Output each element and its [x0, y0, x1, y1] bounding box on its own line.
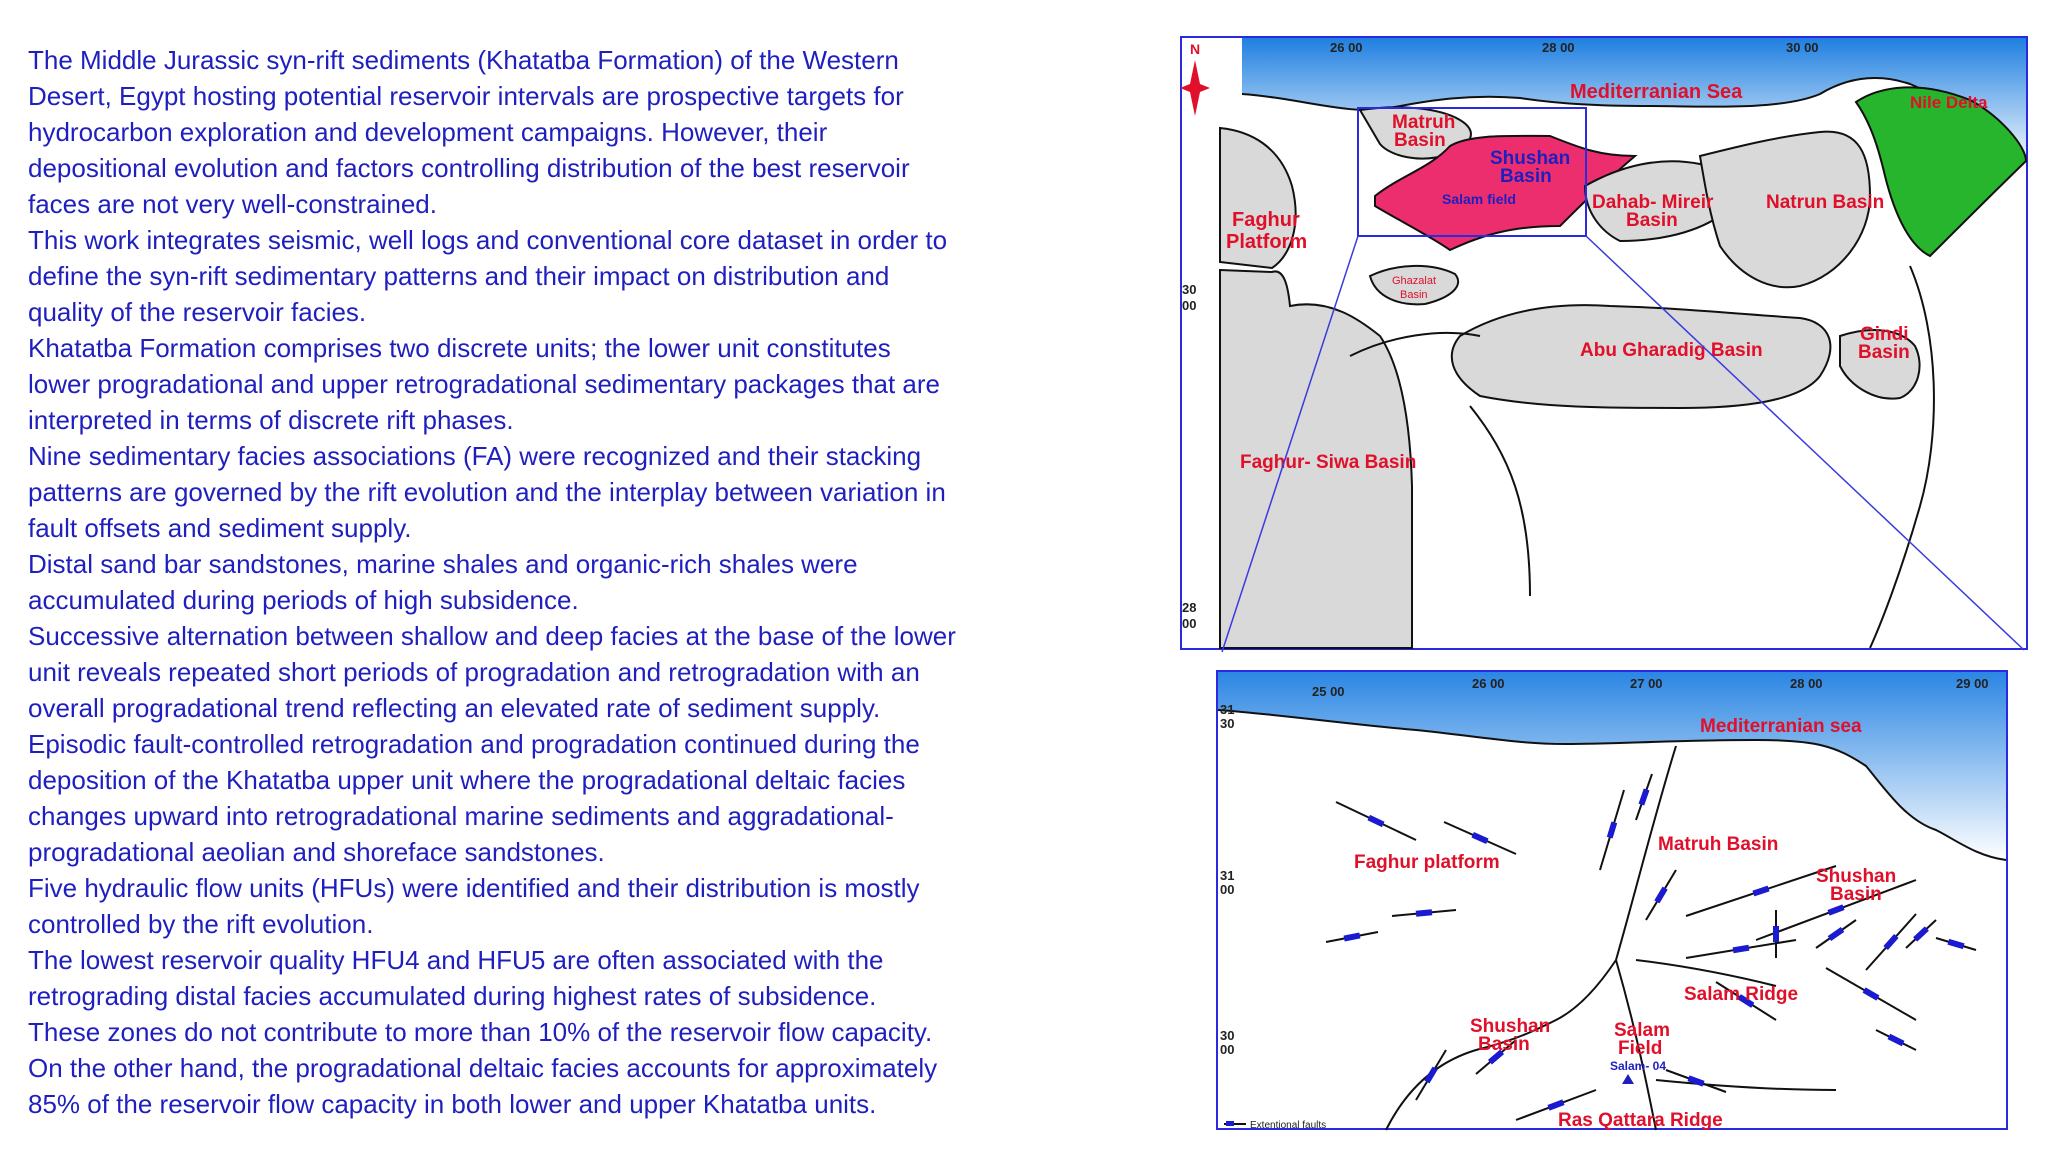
abstract-line: progradational aeolian and shoreface sandstones. [28, 837, 605, 867]
abstract-line: patterns are governed by the rift evolution and the interplay between variation in [28, 477, 946, 507]
svg-text:Field: Field [1618, 1038, 1663, 1059]
abstract-line: Five hydraulic flow units (HFUs) were identified and their distribution is mostly [28, 873, 920, 903]
abstract-line: accumulated during periods of high subsidence. [28, 585, 579, 615]
abstract-line: The lowest reservoir quality HFU4 and HFU5 are often associated with the [28, 945, 884, 975]
svg-text:30: 30 [1220, 716, 1235, 731]
svg-text:00: 00 [1220, 1042, 1235, 1057]
svg-text:26 00: 26 00 [1330, 40, 1363, 55]
svg-text:Abu Gharadig Basin: Abu Gharadig Basin [1580, 340, 1763, 361]
svg-text:Salam: Salam [1614, 1020, 1670, 1041]
abstract-line: deposition of the Khatatba upper unit where the progradational deltaic facies [28, 765, 906, 795]
svg-text:00: 00 [1182, 298, 1197, 313]
svg-text:Salam field: Salam field [1442, 191, 1516, 207]
svg-text:Dahab- Mireir: Dahab- Mireir [1592, 192, 1714, 213]
svg-text:Faghur- Siwa Basin: Faghur- Siwa Basin [1240, 452, 1417, 473]
svg-text:Faghur: Faghur [1232, 209, 1300, 231]
svg-text:Matruh Basin: Matruh Basin [1658, 834, 1779, 855]
svg-text:30 00: 30 00 [1786, 40, 1819, 55]
abstract-line: These zones do not contribute to more than 10% of the reservoir flow capacity. [28, 1017, 933, 1047]
svg-text:30: 30 [1220, 1028, 1235, 1043]
abstract-line: faces are not very well-constrained. [28, 189, 437, 219]
svg-text:25 00: 25 00 [1312, 684, 1345, 699]
abstract-line: Distal sand bar sandstones, marine shales and organic-rich shales were [28, 549, 858, 579]
svg-text:Natrun Basin: Natrun Basin [1766, 192, 1885, 213]
abstract-line: Desert, Egypt hosting potential reservoir intervals are prospective targets for [28, 81, 904, 111]
svg-text:Basin: Basin [1400, 289, 1428, 301]
svg-text:28: 28 [1182, 600, 1197, 615]
svg-text:Basin: Basin [1626, 210, 1678, 231]
svg-text:29 00: 29 00 [1956, 676, 1989, 691]
svg-text:Shushan: Shushan [1470, 1016, 1551, 1037]
svg-text:28 00: 28 00 [1542, 40, 1575, 55]
svg-text:Gindi: Gindi [1860, 324, 1909, 345]
abstract-line: 85% of the reservoir flow capacity in both lower and upper Khatatba units. [28, 1089, 877, 1119]
svg-text:Basin: Basin [1500, 166, 1552, 187]
svg-text:N: N [1190, 41, 1201, 57]
svg-text:31: 31 [1220, 702, 1235, 717]
abstract-line: retrograding distal facies accumulated during highest rates of subsidence. [28, 981, 877, 1011]
svg-text:Basin: Basin [1858, 342, 1910, 363]
abstract-line: controlled by the rift evolution. [28, 909, 374, 939]
svg-text:Shushan: Shushan [1490, 148, 1571, 169]
abstract-line: changes upward into retrogradational marine sediments and aggradational- [28, 801, 894, 831]
abstract-line: Episodic fault-controlled retrogradation and progradation continued during the [28, 729, 920, 759]
abstract-line: Nine sedimentary facies associations (FA) were recognized and their stacking [28, 441, 922, 471]
svg-text:Mediterranian sea: Mediterranian sea [1700, 716, 1862, 737]
svg-text:Faghur platform: Faghur platform [1354, 852, 1500, 873]
abstract-line: Khatatba Formation comprises two discrete units; the lower unit constitutes [28, 333, 891, 363]
svg-text:Platform: Platform [1226, 231, 1308, 253]
abstract-line: define the syn-rift sedimentary patterns and their impact on distribution and [28, 261, 890, 291]
svg-text:30: 30 [1182, 282, 1197, 297]
abstract-line: unit reveals repeated short periods of progradation and retrogradation with an [28, 657, 920, 687]
abstract-line: interpreted in terms of discrete rift phases. [28, 405, 514, 435]
svg-text:Shushan: Shushan [1816, 866, 1897, 887]
svg-text:00: 00 [1220, 882, 1235, 897]
svg-text:Salam- 04: Salam- 04 [1610, 1059, 1667, 1073]
abstract-line: On the other hand, the progradational deltaic facies accounts for approximately [28, 1053, 938, 1083]
detail-map [1216, 670, 2010, 1132]
abstract-line: The Middle Jurassic syn-rift sediments (Khatatba Formation) of the Western [28, 45, 899, 75]
svg-text:31: 31 [1220, 868, 1235, 883]
svg-text:Basin: Basin [1478, 1034, 1530, 1055]
abstract-line: hydrocarbon exploration and development campaigns. However, their [28, 117, 828, 147]
abstract-line: This work integrates seismic, well logs and conventional core dataset in order to [28, 225, 948, 255]
abstract-line: fault offsets and sediment supply. [28, 513, 412, 543]
svg-text:Extentional faults: Extentional faults [1250, 1120, 1327, 1131]
svg-text:Basin: Basin [1394, 130, 1446, 151]
abstract-line: overall progradational trend reflecting an elevated rate of sediment supply. [28, 693, 881, 723]
svg-text:28 00: 28 00 [1790, 676, 1823, 691]
fault-tick [1773, 926, 1779, 942]
svg-text:Basin: Basin [1830, 884, 1882, 905]
svg-text:26 00: 26 00 [1472, 676, 1505, 691]
abstract-line: quality of the reservoir facies. [28, 297, 367, 327]
svg-text:27 00: 27 00 [1630, 676, 1663, 691]
abstract-line: lower progradational and upper retrogradational sedimentary packages that are [28, 369, 941, 399]
svg-text:Mediterranian Sea: Mediterranian Sea [1570, 81, 1743, 103]
svg-text:Ghazalat: Ghazalat [1392, 275, 1437, 287]
svg-text:00: 00 [1182, 616, 1197, 631]
abstract-line: depositional evolution and factors controlling distribution of the best reservoir [28, 153, 910, 183]
abstract-line: Successive alternation between shallow and deep facies at the base of the lower [28, 621, 956, 651]
svg-text:Nile Delta: Nile Delta [1910, 93, 1988, 112]
svg-text:Salam Ridge: Salam Ridge [1684, 984, 1799, 1005]
svg-text:Matruh: Matruh [1392, 112, 1456, 133]
svg-text:Ras Qattara Ridge: Ras Qattara Ridge [1558, 1110, 1723, 1131]
